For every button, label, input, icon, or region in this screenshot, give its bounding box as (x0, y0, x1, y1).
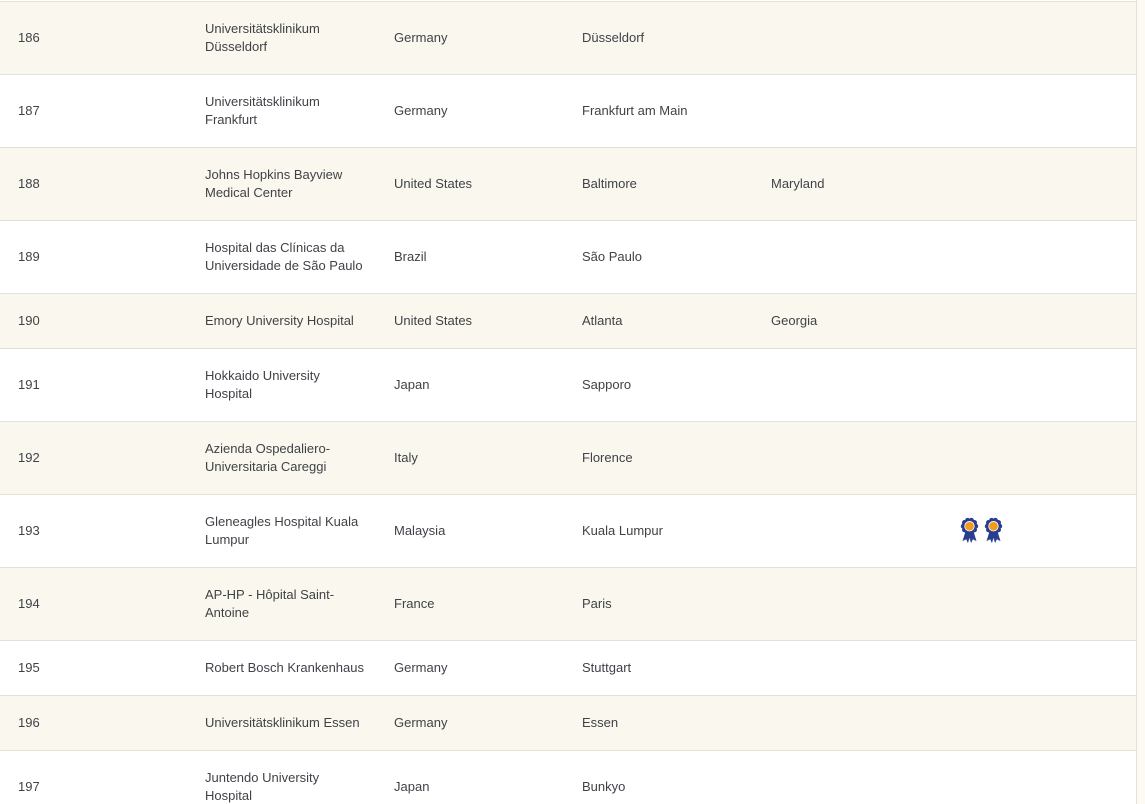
hospital-name-cell: Universitätsklinikum Düsseldorf (205, 21, 320, 54)
hospital-name-cell: Gleneagles Hospital Kuala Lumpur (205, 514, 359, 547)
badges-cell (942, 600, 1136, 608)
rank-cell: 192 (18, 450, 40, 465)
hospital-name-cell: Azienda Ospedaliero-Universitaria Careggi (205, 441, 331, 474)
country-cell: France (394, 596, 435, 611)
table-row (0, 148, 1136, 221)
hospital-name-cell: Hokkaido University Hospital (205, 368, 320, 401)
state-cell (754, 586, 942, 622)
city-cell: Kuala Lumpur (582, 523, 663, 538)
country-cell: Italy (394, 450, 418, 465)
badges-cell (942, 664, 1136, 672)
city-cell: Paris (582, 596, 612, 611)
country-cell: United States (394, 313, 473, 328)
state-cell (754, 705, 942, 741)
rank-cell: 188 (18, 176, 40, 191)
table-row (0, 349, 1136, 422)
state-cell (754, 367, 942, 403)
table-row (0, 568, 1136, 641)
badges-cell (942, 180, 1136, 188)
country-cell: Germany (394, 715, 448, 730)
city-cell: Sapporo (582, 377, 632, 392)
badges-cell (942, 253, 1136, 261)
rank-cell: 190 (18, 313, 40, 328)
badges-cell (942, 381, 1136, 389)
hospital-name-cell: Universitätsklinikum Frankfurt (205, 94, 320, 127)
badges-cell (942, 513, 1136, 549)
city-cell: Düsseldorf (582, 30, 645, 45)
state-cell (754, 513, 942, 549)
state-cell (754, 650, 942, 686)
city-cell: Frankfurt am Main (582, 103, 688, 118)
badges-cell (942, 454, 1136, 462)
state-cell (754, 239, 942, 275)
state-cell (754, 20, 942, 56)
badges-cell (942, 317, 1136, 325)
state-cell (754, 769, 942, 804)
award-rosette-icon (983, 517, 1004, 545)
hospital-name-cell: Robert Bosch Krankenhaus (205, 660, 364, 675)
rank-cell: 187 (18, 103, 40, 118)
hospital-name-cell: Emory University Hospital (205, 313, 354, 328)
table-row (0, 641, 1136, 696)
country-cell: Germany (394, 103, 448, 118)
city-cell: Baltimore (582, 176, 637, 191)
table-row (0, 696, 1136, 751)
country-cell: Brazil (394, 249, 427, 264)
city-cell: Bunkyo (582, 779, 626, 794)
country-cell: Japan (394, 377, 430, 392)
city-cell: Stuttgart (582, 660, 632, 675)
city-cell: São Paulo (582, 249, 642, 264)
city-cell: Atlanta (582, 313, 623, 328)
rank-cell: 186 (18, 30, 40, 45)
badges-cell (942, 783, 1136, 791)
hospital-name-cell: AP-HP - Hôpital Saint-Antoine (205, 587, 335, 620)
badges-cell (942, 34, 1136, 42)
state-cell: Maryland (771, 176, 825, 191)
table-rows-container (0, 2, 1136, 804)
country-cell: Germany (394, 660, 448, 675)
rank-cell: 193 (18, 523, 40, 538)
country-cell: Germany (394, 30, 448, 45)
badges-cell (942, 107, 1136, 115)
rank-cell: 189 (18, 249, 40, 264)
city-cell: Essen (582, 715, 619, 730)
table-row (0, 221, 1136, 294)
state-cell: Georgia (771, 313, 818, 328)
table-row (0, 751, 1136, 804)
award-rosette-icon (959, 517, 980, 545)
hospital-name-cell: Johns Hopkins Bayview Medical Center (205, 167, 343, 200)
hospital-name-cell: Juntendo University Hospital (205, 770, 320, 803)
table-row (0, 2, 1136, 75)
rank-cell: 196 (18, 715, 40, 730)
rank-cell: 194 (18, 596, 40, 611)
rank-cell: 195 (18, 660, 40, 675)
rank-cell: 197 (18, 779, 40, 794)
country-cell: Japan (394, 779, 430, 794)
badges-cell (942, 719, 1136, 727)
table-row (0, 422, 1136, 495)
table-row (0, 294, 1136, 349)
table-row (0, 75, 1136, 148)
state-cell (754, 93, 942, 129)
country-cell: United States (394, 176, 473, 191)
hospital-name-cell: Universitätsklinikum Essen (205, 715, 360, 730)
hospital-name-cell: Hospital das Clínicas da Universidade de São Paulo (205, 240, 363, 273)
table-row (0, 495, 1136, 568)
rank-cell: 191 (18, 377, 40, 392)
city-cell: Florence (582, 450, 633, 465)
state-cell (754, 440, 942, 476)
country-cell: Malaysia (394, 523, 446, 538)
